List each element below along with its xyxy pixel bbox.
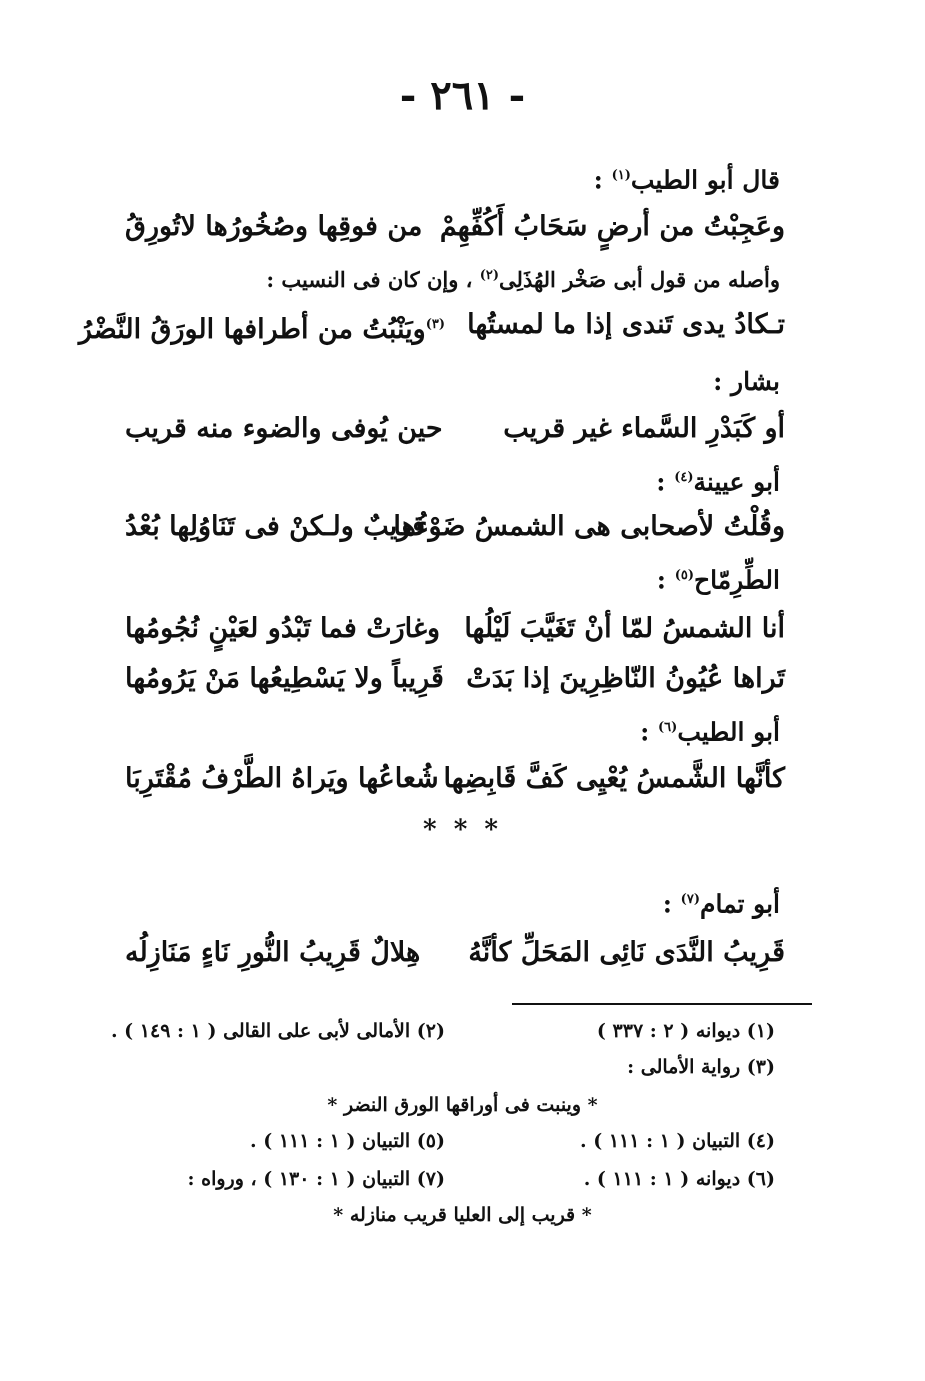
footnote-6: (٦) ديوانه ( ١ : ١١١ ) .	[583, 1168, 775, 1190]
footnote-ref-5: (٥)	[674, 568, 694, 583]
footnote-7-verse: * قريب إلى العليا قريب منازله *	[333, 1204, 592, 1226]
footnote-7: (٧) التبيان ( ١ : ١٣٠ ) ، ورواه :	[187, 1168, 445, 1190]
source-note-line: وأصله من قول أبى صَخْر الهُذَلِى$^{(٢)}$ ، وإن كان فى النسيب :	[266, 267, 780, 292]
footnote-5: (٥) التبيان ( ١ : ١١١ ) .	[250, 1130, 445, 1152]
verse-hemistich-second: وغارَتْ فما تَبْدُو لعَيْنٍ نُجُومُها	[125, 613, 441, 644]
verse-3	[125, 406, 785, 452]
footnote-ref-7: (٧)	[680, 892, 700, 907]
verse-1	[125, 204, 785, 250]
verse-hemistich-second: $^{(٣)}$ويَنْبُتُ من أطرافها الورَقُ النَّضْرُ	[78, 314, 445, 345]
verse-hemistich-first: تـكادُ يدى تَندى إذا ما لمستُها	[467, 309, 785, 340]
verse-hemistich-first: أو كَبَدْرِ السَّماء غير قريب	[503, 413, 785, 444]
poet-heading-abu-uyaynah: أبو عيينة$^{(٤)}$ :	[656, 467, 780, 497]
verse-hemistich-first: وقُلْتُ لأصحابى هى الشمسُ ضَوْءُها	[393, 511, 785, 542]
footnote-ref-4: (٤)	[674, 470, 694, 485]
verse-2	[78, 302, 785, 348]
verse-hemistich-second: من فوقِها وصُخُورُها لاتُورِقُ	[125, 211, 423, 242]
footnote-3: (٣) رواية الأمالى :	[627, 1056, 775, 1078]
page-number: - ٢٦١ -	[399, 72, 526, 119]
poet-heading-abu-al-tayyib: قال أبو الطيب$^{(١)}$ :	[593, 165, 780, 195]
poet-heading-abu-tammam: أبو تمام$^{(٧)}$ :	[662, 889, 780, 919]
footnote-ref-2: (٢)	[479, 268, 500, 283]
verse-hemistich-first: أنا الشمسُ لمّا أنْ تَغَيَّبَ لَيْلُها	[464, 613, 785, 644]
verse-hemistich-second: هِلالٌ قَرِيبُ النُّورِ نَاءٍ مَنَازِلُه	[125, 937, 421, 968]
verse-hemistich-first: كأنَّها الشَّمسُ يُعْيِى كَفَّ قَابِضِها	[443, 763, 785, 794]
footnote-divider	[512, 1003, 812, 1005]
verse-8	[125, 930, 785, 976]
verse-hemistich-second: قَرِيباً ولا يَسْطِيعُها مَنْ يَرُومُها	[125, 663, 444, 694]
footnote-row-1-2	[110, 1016, 775, 1046]
footnote-ref-1: (١)	[611, 168, 631, 183]
verse-hemistich-second: قريبٌ ولـكنْ فى تَنَاوُلِها بُعْدُ	[125, 511, 426, 542]
poet-heading-abu-al-tayyib-2: أبو الطيب$^{(٦)}$ :	[640, 717, 780, 747]
verse-7	[125, 756, 785, 802]
verse-hemistich-second: شُعاعُها ويَراهُ الطَّرْفُ مُقْتَرِبَا	[125, 763, 439, 794]
footnote-1: (١) ديوانه ( ٢ : ٣٣٧ )	[596, 1020, 775, 1042]
footnote-3-verse: * وينبت فى أوراقها الورق النضر *	[327, 1094, 598, 1116]
verse-5	[125, 606, 785, 652]
verse-4	[125, 504, 785, 550]
footnote-ref-3: (٣)	[425, 317, 445, 332]
verse-hemistich-first: قَرِيبُ النَّدَى نَائِى المَحَلِّ كأنَّهُ	[468, 937, 785, 968]
verse-hemistich-second: حين يُوفى والضوء منه قريب	[125, 413, 443, 444]
footnote-4: (٤) التبيان ( ١ : ١١١ ) .	[580, 1130, 775, 1152]
poet-heading-al-tirimmah: الطِّرِمّاح$^{(٥)}$ :	[656, 565, 780, 595]
verse-hemistich-first: وعَجِبْتُ من أرضٍ سَحَابُ أَكُفِّهِمْ	[439, 211, 785, 242]
verse-6	[125, 656, 785, 702]
footnote-ref-6: (٦)	[658, 720, 678, 735]
section-separator-stars: * * *	[423, 815, 502, 845]
footnote-row-4-5	[135, 1126, 775, 1156]
footnote-2: (٢) الأمالى لأبى على القالى ( ١ : ١٤٩ ) .	[110, 1020, 445, 1042]
footnote-row-6-7	[135, 1164, 775, 1194]
poet-heading-bashshar: بشار :	[713, 367, 780, 396]
verse-hemistich-first: تَراها عُيُونُ النّاظِرِينَ إذا بَدَتْ	[466, 663, 785, 694]
